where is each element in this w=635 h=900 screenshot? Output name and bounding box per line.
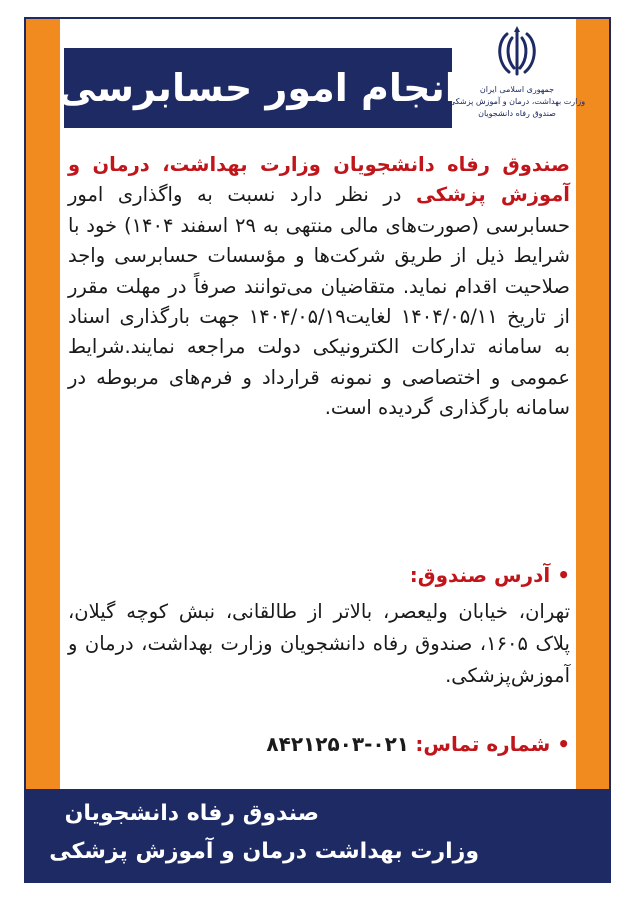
title-banner <box>58 48 458 128</box>
logo-line-2: وزارت بهداشت، درمان و آموزش پزشکی <box>448 97 586 106</box>
address-heading: • آدرس صندوق: <box>409 563 570 587</box>
announcement-body <box>68 150 570 424</box>
ministry-logo <box>448 24 586 136</box>
footer-line-2: وزارت بهداشت درمان و آموزش پزشکی <box>49 839 479 864</box>
right-orange-bar <box>576 19 609 789</box>
footer-banner <box>26 789 609 881</box>
organization-name: صندوق رفاه دانشجویان وزارت بهداشت، درمان و آموزش پزشکی <box>68 153 570 207</box>
contact-line <box>68 732 570 756</box>
footer-line-1: صندوق رفاه دانشجویان <box>64 801 319 826</box>
logo-caption <box>449 84 585 120</box>
iran-emblem-icon <box>489 24 545 82</box>
contact-phone: ۰۲۱-۸۴۲۱۲۵۰۳ <box>266 732 409 756</box>
logo-line-1: جمهوری اسلامی ایران <box>479 85 555 94</box>
ad-title: انجام امور حسابرسی <box>58 66 458 110</box>
address-text: تهران، خیابان ولیعصر، بالاتر از طالقانی، نبش کوچه گیلان، پلاک ۱۶۰۵، صندوق رفاه دانشجویان وزارت بهداشت، درمان و آموزش‌پزشکی. <box>68 600 570 687</box>
logo-line-3: صندوق رفاه دانشجویان <box>478 109 556 118</box>
announcement-text: در نظر دارد نسبت به واگذاری امور حسابرسی (صورت‌های مالی منتهی به ۲۹ اسفند ۱۴۰۴) خود با شرایط ذیل از طریق شرکت‌ها و مؤسسات حسابرسی واجد صلاحیت اقدام نماید. متقاضیان می‌توانند صرفاً در مهلت مقرر از تاریخ ۱۴۰۴/۰۵/۱۱ لغایت۱۴۰۴/۰۵/۱۹ جهت بارگذاری اسناد به سامانه تدارکات الکترونیکی دولت مراجعه نمایند.شرایط عمومی و اختصاصی و نمونه قرارداد و فرم‌های مربوطه در سامانه بارگذاری گردیده است. <box>68 183 571 420</box>
contact-label: • شماره تماس: <box>415 732 570 756</box>
left-orange-bar <box>26 19 60 789</box>
